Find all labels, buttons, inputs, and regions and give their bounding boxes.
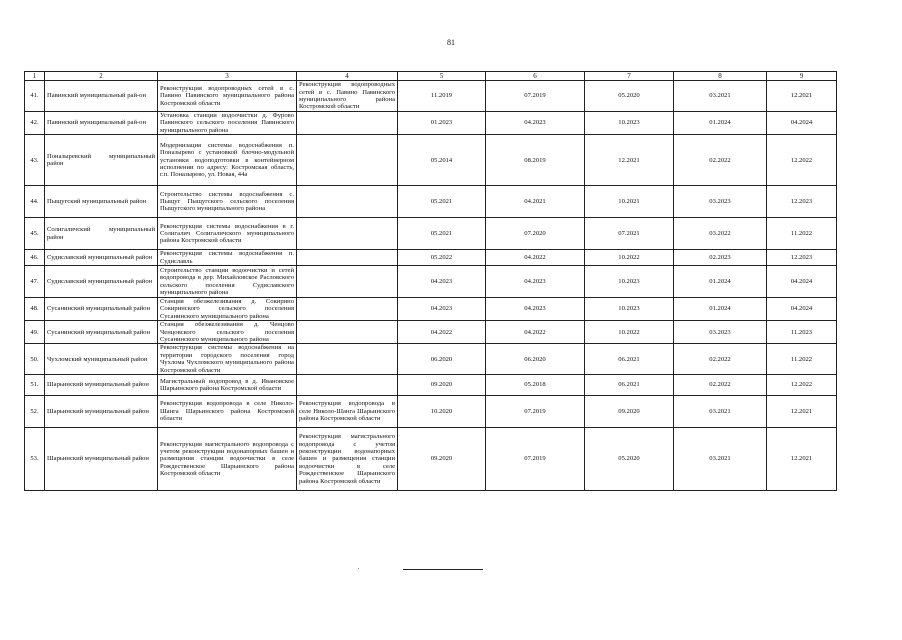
date-cell: 11.2019 [398, 81, 486, 112]
date-cell: 02.2022 [674, 375, 767, 396]
date-cell: 07.2019 [486, 396, 585, 428]
district-cell: Солигаличский муниципальный район [45, 218, 158, 250]
date-cell: 05.2022 [398, 250, 486, 266]
date-cell: 04.2024 [767, 266, 837, 298]
col-header: 6 [486, 72, 585, 81]
note-cell [297, 186, 398, 218]
date-cell: 10.2022 [585, 321, 674, 344]
note-cell: Реконструкция водопровода в селе Николо-Шанга Шарьинского района Костромской области [297, 396, 398, 428]
col-header: 9 [767, 72, 837, 81]
footer-separator [403, 569, 483, 570]
district-cell: Чухломский муниципальный район [45, 344, 158, 375]
date-cell: 04.2023 [398, 266, 486, 298]
date-cell: 06.2020 [486, 344, 585, 375]
date-cell: 12.2023 [767, 250, 837, 266]
date-cell: 07.2019 [486, 81, 585, 112]
object-cell: Реконструкция магистрального водопровода с учетом реконструкции водонапорных башен и размещения станции водоочистки в селе Рождественское Шарьинского района Костромской области [158, 428, 297, 491]
row-number: 53. [25, 428, 45, 491]
row-number: 42. [25, 112, 45, 135]
col-header: 8 [674, 72, 767, 81]
date-cell: 12.2022 [767, 135, 837, 186]
date-cell: 10.2021 [585, 186, 674, 218]
date-cell: 08.2019 [486, 135, 585, 186]
date-cell: 06.2021 [585, 344, 674, 375]
date-cell: 12.2022 [767, 375, 837, 396]
district-cell: Пыщугский муниципальный район [45, 186, 158, 218]
row-number: 51. [25, 375, 45, 396]
date-cell: 11.2022 [767, 344, 837, 375]
object-cell: Станция обезжелезивания д. Сокирино Сокиринского сельского поселения Сусанинского муниципального района [158, 298, 297, 321]
row-number: 47. [25, 266, 45, 298]
col-header: 5 [398, 72, 486, 81]
date-cell: 04.2023 [486, 112, 585, 135]
district-cell: Поназыревский муниципальный район [45, 135, 158, 186]
note-cell [297, 112, 398, 135]
row-number: 44. [25, 186, 45, 218]
row-number: 46. [25, 250, 45, 266]
date-cell: 10.2023 [585, 298, 674, 321]
row-number: 48. [25, 298, 45, 321]
district-cell: Павинский муниципальный рай-он [45, 81, 158, 112]
table-row [25, 396, 837, 428]
date-cell: 01.2023 [398, 112, 486, 135]
scan-dot [358, 568, 359, 569]
date-cell: 04.2023 [486, 266, 585, 298]
date-cell: 03.2023 [674, 186, 767, 218]
date-cell: 04.2021 [486, 186, 585, 218]
date-cell: 01.2024 [674, 112, 767, 135]
date-cell: 01.2024 [674, 266, 767, 298]
table-row [25, 218, 837, 250]
date-cell: 06.2021 [585, 375, 674, 396]
table-row [25, 321, 837, 344]
date-cell: 05.2021 [398, 186, 486, 218]
table-row [25, 81, 837, 112]
district-cell: Шарьинский муниципальный район [45, 396, 158, 428]
date-cell: 06.2020 [398, 344, 486, 375]
object-cell: Реконструкция системы водоснабжения в г. Солигалич Солигаличского муниципального района Костромской области [158, 218, 297, 250]
date-cell: 04.2022 [398, 321, 486, 344]
date-cell: 05.2020 [585, 81, 674, 112]
table-row [25, 266, 837, 298]
date-cell: 12.2021 [585, 135, 674, 186]
table-row [25, 186, 837, 218]
table-row [25, 250, 837, 266]
date-cell: 04.2024 [767, 298, 837, 321]
date-cell: 12.2023 [767, 186, 837, 218]
note-cell [297, 266, 398, 298]
date-cell: 05.2018 [486, 375, 585, 396]
date-cell: 09.2020 [398, 428, 486, 491]
object-cell: Реконструкция системы водоснабжения на территории городского поселения город Чухлома Чухломского муниципального района Костромской области [158, 344, 297, 375]
district-cell: Судиславский муниципальный район [45, 250, 158, 266]
date-cell: 10.2023 [585, 266, 674, 298]
date-cell: 01.2024 [674, 298, 767, 321]
date-cell: 03.2021 [674, 396, 767, 428]
col-header: 2 [45, 72, 158, 81]
note-cell [297, 375, 398, 396]
date-cell: 07.2021 [585, 218, 674, 250]
date-cell: 07.2020 [486, 218, 585, 250]
date-cell: 10.2020 [398, 396, 486, 428]
note-cell: Реконструкция магистрального водопровода с учетом реконструкции водонапорных башен и размещения станции водоочистки в селе Рождественское Шарьинского района Костромской области [297, 428, 398, 491]
table-row [25, 112, 837, 135]
col-header: 4 [297, 72, 398, 81]
page-number: 81 [447, 38, 455, 47]
col-header: 1 [25, 72, 45, 81]
row-number: 45. [25, 218, 45, 250]
row-number: 41. [25, 81, 45, 112]
table-row [25, 344, 837, 375]
date-cell: 03.2021 [674, 428, 767, 491]
row-number: 49. [25, 321, 45, 344]
date-cell: 07.2019 [486, 428, 585, 491]
object-cell: Установка станции водоочистки д. Фурово Павинского сельского поселения Павинского муниципального района [158, 112, 297, 135]
date-cell: 04.2022 [486, 321, 585, 344]
table-row [25, 135, 837, 186]
object-cell: Строительство системы водоснабжения с. Пыщуг Пыщугского сельского поселения Пыщугского муниципального района [158, 186, 297, 218]
note-cell: Реконструкция водопроводных сетей в с. Павино Павинского муниципального района Костромской области [297, 81, 398, 112]
date-cell: 11.2023 [767, 321, 837, 344]
note-cell [297, 344, 398, 375]
date-cell: 05.2020 [585, 428, 674, 491]
data-table [24, 71, 837, 491]
date-cell: 05.2021 [398, 218, 486, 250]
object-cell: Станция обезжелезивания д. Ченцово Ченцовского сельского поселения Сусанинского муниципального района [158, 321, 297, 344]
date-cell: 05.2014 [398, 135, 486, 186]
date-cell: 09.2020 [398, 375, 486, 396]
note-cell [297, 298, 398, 321]
date-cell: 12.2021 [767, 81, 837, 112]
date-cell: 12.2021 [767, 428, 837, 491]
row-number: 50. [25, 344, 45, 375]
date-cell: 10.2023 [585, 112, 674, 135]
date-cell: 09.2020 [585, 396, 674, 428]
note-cell [297, 321, 398, 344]
district-cell: Судиславский муниципальный район [45, 266, 158, 298]
row-number: 52. [25, 396, 45, 428]
date-cell: 04.2022 [486, 250, 585, 266]
table-row [25, 298, 837, 321]
date-cell: 11.2022 [767, 218, 837, 250]
col-header: 3 [158, 72, 297, 81]
date-cell: 02.2023 [674, 250, 767, 266]
object-cell: Реконструкция водопровода в селе Николо-Шанга Шарьинского района Костромской области [158, 396, 297, 428]
table-row [25, 375, 837, 396]
date-cell: 02.2022 [674, 135, 767, 186]
object-cell: Модернизация системы водоснабжения п. Поназырево с установкой блочно-модульной установки водоподготовки в контейнерном исполнении по адресу: Костромская область, г.п. Поназырево, ул. Новая, 44а [158, 135, 297, 186]
district-cell: Павинский муниципальный рай-он [45, 112, 158, 135]
table-row [25, 428, 837, 491]
date-cell: 04.2023 [486, 298, 585, 321]
date-cell: 02.2022 [674, 344, 767, 375]
object-cell: Строительство станции водоочистки и сетей водопровода в дер. Михайловское Расловского сельского поселения Судиславского муниципального района [158, 266, 297, 298]
object-cell: Реконструкция водопроводных сетей в с. Павино Павинского муниципального района Костромской области [158, 81, 297, 112]
col-header: 7 [585, 72, 674, 81]
district-cell: Сусанинский муниципальный район [45, 298, 158, 321]
note-cell [297, 135, 398, 186]
district-cell: Шарьинский муниципальный район [45, 428, 158, 491]
date-cell: 04.2024 [767, 112, 837, 135]
date-cell: 10.2022 [585, 250, 674, 266]
date-cell: 03.2021 [674, 81, 767, 112]
district-cell: Сусанинский муниципальный район [45, 321, 158, 344]
date-cell: 12.2021 [767, 396, 837, 428]
object-cell: Магистральный водопровод в д. Ивановское Шарьинского района Костромской области [158, 375, 297, 396]
note-cell [297, 250, 398, 266]
row-number: 43. [25, 135, 45, 186]
date-cell: 03.2023 [674, 321, 767, 344]
object-cell: Реконструкция системы водоснабжения п. Судиславль [158, 250, 297, 266]
date-cell: 03.2022 [674, 218, 767, 250]
date-cell: 04.2023 [398, 298, 486, 321]
header-row [25, 72, 837, 81]
note-cell [297, 218, 398, 250]
district-cell: Шарьинский муниципальный район [45, 375, 158, 396]
